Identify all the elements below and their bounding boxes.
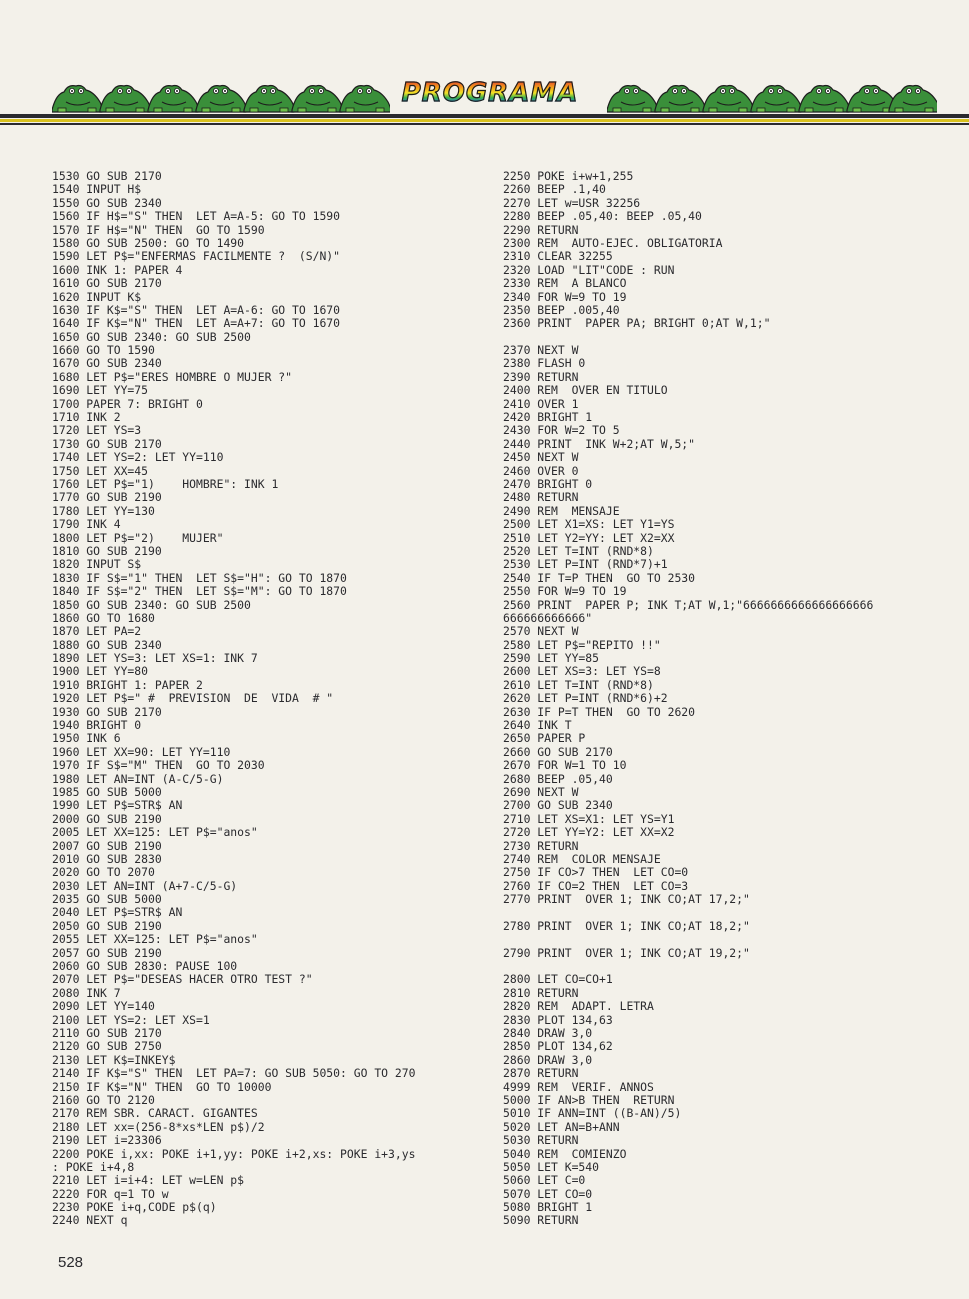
code-line: 1720 LET YS=3 <box>52 423 142 438</box>
code-line: 5030 RETURN <box>503 1133 579 1148</box>
code-line: 2130 LET K$=INKEY$ <box>52 1052 176 1067</box>
code-line: 2470 BRIGHT 0 <box>503 476 593 491</box>
code-line: 2400 REM OVER EN TITULO <box>503 383 668 398</box>
header-rule-yellow <box>0 119 969 122</box>
code-line: 2520 LET T=INT (RND*8) <box>503 543 654 558</box>
code-line: 2820 REM ADAPT. LETRA <box>503 999 654 1014</box>
code-line: 2370 NEXT W <box>503 343 579 358</box>
code-line: 2580 LET P$="REPITO !!" <box>503 637 661 652</box>
code-line: 2120 GO SUB 2750 <box>52 1039 162 1054</box>
code-line: 5000 IF AN>B THEN RETURN <box>503 1092 675 1107</box>
code-line: 2430 FOR W=2 TO 5 <box>503 423 620 438</box>
code-line: 1990 LET P$=STR$ AN <box>52 798 183 813</box>
code-line: 2057 GO SUB 2190 <box>52 945 162 960</box>
code-line: 2310 CLEAR 32255 <box>503 249 613 264</box>
code-line: 5080 BRIGHT 1 <box>503 1200 593 1215</box>
code-line: 1550 GO SUB 2340 <box>52 195 162 210</box>
code-line: 2540 IF T=P THEN GO TO 2530 <box>503 570 696 585</box>
banner-title: PROGRAMA <box>401 78 579 108</box>
code-line: 2260 BEEP .1,40 <box>503 182 606 197</box>
code-line: 5060 LET C=0 <box>503 1173 586 1188</box>
code-line: 2450 NEXT W <box>503 450 579 465</box>
code-line: 1640 IF K$="N" THEN LET A=A+7: GO TO 1670 <box>52 316 341 331</box>
code-line: 2140 IF K$="S" THEN LET PA=7: GO SUB 5050: GO TO 270 <box>52 1066 416 1081</box>
code-line: 2340 FOR W=9 TO 19 <box>503 289 627 304</box>
frog-border-left <box>52 80 390 114</box>
code-line: 2440 PRINT INK W+2;AT W,5;" <box>503 436 696 451</box>
code-line: 2670 FOR W=1 TO 10 <box>503 758 627 773</box>
code-line: 2420 BRIGHT 1 <box>503 410 593 425</box>
code-line: 1940 BRIGHT 0 <box>52 718 142 733</box>
code-line: 1870 LET PA=2 <box>52 624 142 639</box>
code-line: 2035 GO SUB 5000 <box>52 892 162 907</box>
code-line: 2610 LET T=INT (RND*8) <box>503 677 654 692</box>
code-line: 2530 LET P=INT (RND*7)+1 <box>503 557 668 572</box>
code-line: 1810 GO SUB 2190 <box>52 543 162 558</box>
code-line: 1950 INK 6 <box>52 731 121 746</box>
code-line: 2005 LET XX=125: LET P$="anos" <box>52 825 258 840</box>
code-line: 1690 LET YY=75 <box>52 383 149 398</box>
code-line: 1610 GO SUB 2170 <box>52 276 162 291</box>
code-line: 2780 PRINT OVER 1; INK CO;AT 18,2;" <box>503 918 750 933</box>
program-banner <box>400 74 580 112</box>
code-line: 1660 GO TO 1590 <box>52 343 155 358</box>
code-line: 2600 LET XS=3: LET YS=8 <box>503 664 661 679</box>
line-gap <box>503 933 933 946</box>
code-line: 2730 RETURN <box>503 838 579 853</box>
code-line: 2030 LET AN=INT (A+7-C/5-G) <box>52 878 238 893</box>
frog-border-right <box>607 80 937 114</box>
code-line: 1900 LET YY=80 <box>52 664 149 679</box>
code-line: 5020 LET AN=B+ANN <box>503 1119 620 1134</box>
code-line: 2160 GO TO 2120 <box>52 1092 155 1107</box>
code-line: 1760 LET P$="1) HOMBRE": INK 1 <box>52 476 279 491</box>
code-line: 2660 GO SUB 2170 <box>503 744 613 759</box>
code-line: 1880 GO SUB 2340 <box>52 637 162 652</box>
code-line: 2150 IF K$="N" THEN GO TO 10000 <box>52 1079 272 1094</box>
code-line: 2740 REM COLOR MENSAJE <box>503 851 661 866</box>
code-line: 1910 BRIGHT 1: PAPER 2 <box>52 677 203 692</box>
code-line: 1790 INK 4 <box>52 517 121 532</box>
code-line: 2410 OVER 1 <box>503 396 579 411</box>
code-line: 1780 LET YY=130 <box>52 503 155 518</box>
header-rule-dark <box>0 114 969 118</box>
code-line: 1650 GO SUB 2340: GO SUB 2500 <box>52 329 251 344</box>
code-line: 2060 GO SUB 2830: PAUSE 100 <box>52 959 238 974</box>
code-line: 2170 REM SBR. CARACT. GIGANTES <box>52 1106 258 1121</box>
code-line: 1590 LET P$="ENFERMAS FACILMENTE ? (S/N)" <box>52 249 341 264</box>
listing-column-left <box>52 170 492 1228</box>
header-rule-thin <box>0 123 969 125</box>
code-line: 1600 INK 1: PAPER 4 <box>52 262 183 277</box>
code-line: 2180 LET xx=(256-8*xs*LEN p$)/2 <box>52 1119 265 1134</box>
code-line: 1830 IF S$="1" THEN LET S$="H": GO TO 1870 <box>52 570 347 585</box>
code-line: 2480 RETURN <box>503 490 579 505</box>
code-line: 2070 LET P$="DESEAS HACER OTRO TEST ?" <box>52 972 313 987</box>
code-line: 2290 RETURN <box>503 222 579 237</box>
code-line: 2860 DRAW 3,0 <box>503 1052 593 1067</box>
code-line: 5090 RETURN <box>503 1213 579 1228</box>
code-line: 1985 GO SUB 5000 <box>52 784 162 799</box>
code-line: 1890 LET YS=3: LET XS=1: INK 7 <box>52 651 258 666</box>
code-line: : POKE i+4,8 <box>52 1159 135 1174</box>
code-line: 1820 INPUT S$ <box>52 557 142 572</box>
code-line: 4999 REM VERIF. ANNOS <box>503 1079 654 1094</box>
code-line: 2280 BEEP .05,40: BEEP .05,40 <box>503 209 702 224</box>
code-line: 2055 LET XX=125: LET P$="anos" <box>52 932 258 947</box>
code-line: 2460 OVER 0 <box>503 463 579 478</box>
code-line: 2210 LET i=i+4: LET w=LEN p$ <box>52 1173 245 1188</box>
code-line: 2790 PRINT OVER 1; INK CO;AT 19,2;" <box>503 945 750 960</box>
code-line: 1630 IF K$="S" THEN LET A=A-6: GO TO 1670 <box>52 302 341 317</box>
code-line: 1620 INPUT K$ <box>52 289 142 304</box>
code-line: 2650 PAPER P <box>503 731 586 746</box>
code-line: 1680 LET P$="ERES HOMBRE O MUJER ?" <box>52 369 293 384</box>
code-line: 1540 INPUT H$ <box>52 182 142 197</box>
code-line: 1860 GO TO 1680 <box>52 610 155 625</box>
code-line: 2560 PRINT PAPER P; INK T;AT W,1;"6666666666666666666 <box>503 597 874 612</box>
code-line: 2800 LET CO=CO+1 <box>503 972 613 987</box>
code-line: 2350 BEEP .005,40 <box>503 302 620 317</box>
code-line: 1770 GO SUB 2190 <box>52 490 162 505</box>
code-line: 1730 GO SUB 2170 <box>52 436 162 451</box>
code-line: 2810 RETURN <box>503 985 579 1000</box>
code-line: 2840 DRAW 3,0 <box>503 1026 593 1040</box>
code-line: 1960 LET XX=90: LET YY=110 <box>52 744 231 759</box>
code-line: 1570 IF H$="N" THEN GO TO 1590 <box>52 222 265 237</box>
code-line: 2590 LET YY=85 <box>503 651 600 666</box>
code-line: 2010 GO SUB 2830 <box>52 851 162 866</box>
code-line: 2640 INK T <box>503 718 572 733</box>
code-line: 2570 NEXT W <box>503 624 579 639</box>
code-line: 2630 IF P=T THEN GO TO 2620 <box>503 704 696 719</box>
code-line: 2390 RETURN <box>503 369 579 384</box>
line-gap <box>503 331 933 344</box>
code-line: 2050 GO SUB 2190 <box>52 918 162 933</box>
code-line: 2330 REM A BLANCO <box>503 276 627 291</box>
code-line: 1700 PAPER 7: BRIGHT 0 <box>52 396 203 411</box>
code-line: 2500 LET X1=XS: LET Y1=YS <box>503 517 675 532</box>
code-line: 2620 LET P=INT (RND*6)+2 <box>503 691 668 706</box>
code-line: 2830 PLOT 134,63 <box>503 1012 613 1027</box>
code-line: 2510 LET Y2=YY: LET X2=XX <box>503 530 675 545</box>
code-line: 2870 RETURN <box>503 1066 579 1081</box>
code-line: 2360 PRINT PAPER PA; BRIGHT 0;AT W,1;" <box>503 316 771 331</box>
code-line: 1800 LET P$="2) MUJER" <box>52 530 224 545</box>
code-line: 1750 LET XX=45 <box>52 463 149 478</box>
code-line: 2200 POKE i,xx: POKE i+1,yy: POKE i+2,xs: POKE i+3,ys <box>52 1146 416 1161</box>
code-line: 1670 GO SUB 2340 <box>52 356 162 371</box>
code-line: 2020 GO TO 2070 <box>52 865 155 880</box>
code-line: 2100 LET YS=2: LET XS=1 <box>52 1012 210 1027</box>
code-line: 1980 LET AN=INT (A-C/5-G) <box>52 771 224 786</box>
code-line: 1740 LET YS=2: LET YY=110 <box>52 450 224 465</box>
code-line: 2320 LOAD "LIT"CODE : RUN <box>503 262 675 277</box>
code-line: 2750 IF CO>7 THEN LET CO=0 <box>503 865 689 880</box>
code-line: 1530 GO SUB 2170 <box>52 169 162 183</box>
code-line: 1920 LET P$=" # PREVISION DE VIDA # " <box>52 691 334 706</box>
code-line: 2700 GO SUB 2340 <box>503 798 613 813</box>
code-line: 1840 IF S$="2" THEN LET S$="M": GO TO 1870 <box>52 584 347 599</box>
code-line: 2770 PRINT OVER 1; INK CO;AT 17,2;" <box>503 892 750 907</box>
code-line: 1850 GO SUB 2340: GO SUB 2500 <box>52 597 251 612</box>
code-line: 2250 POKE i+w+1,255 <box>503 169 634 183</box>
code-line: 2040 LET P$=STR$ AN <box>52 905 183 920</box>
page-number: 528 <box>58 1254 84 1271</box>
code-line: 2230 POKE i+q,CODE p$(q) <box>52 1200 217 1215</box>
code-line: 5070 LET CO=0 <box>503 1186 593 1201</box>
code-line: 2380 FLASH 0 <box>503 356 586 371</box>
code-line: 2000 GO SUB 2190 <box>52 811 162 826</box>
code-line: 2270 LET w=USR 32256 <box>503 195 641 210</box>
code-line: 2090 LET YY=140 <box>52 999 155 1014</box>
line-gap <box>503 906 933 919</box>
code-line: 2710 LET XS=X1: LET YS=Y1 <box>503 811 675 826</box>
code-line: 2007 GO SUB 2190 <box>52 838 162 853</box>
code-line: 2680 BEEP .05,40 <box>503 771 613 786</box>
code-line: 2720 LET YY=Y2: LET XX=X2 <box>503 825 675 840</box>
code-line: 1930 GO SUB 2170 <box>52 704 162 719</box>
listing-column-right <box>503 170 933 1228</box>
code-line: 666666666666" <box>503 610 593 625</box>
code-line: 2550 FOR W=9 TO 19 <box>503 584 627 599</box>
code-line: 1580 GO SUB 2500: GO TO 1490 <box>52 235 245 250</box>
code-line: 1560 IF H$="S" THEN LET A=A-5: GO TO 1590 <box>52 209 341 224</box>
code-line: 2110 GO SUB 2170 <box>52 1026 162 1040</box>
code-line: 1970 IF S$="M" THEN GO TO 2030 <box>52 758 265 773</box>
code-line: 2490 REM MENSAJE <box>503 503 620 518</box>
code-line: 2220 FOR q=1 TO w <box>52 1186 169 1201</box>
code-line: 1710 INK 2 <box>52 410 121 425</box>
code-line: 5040 REM COMIENZO <box>503 1146 627 1161</box>
code-line: 2190 LET i=23306 <box>52 1133 162 1148</box>
code-line: 2300 REM AUTO-EJEC. OBLIGATORIA <box>503 235 723 250</box>
code-line: 5010 IF ANN=INT ((B-AN)/5) <box>503 1106 682 1121</box>
code-line: 2760 IF CO=2 THEN LET CO=3 <box>503 878 689 893</box>
code-line: 2690 NEXT W <box>503 784 579 799</box>
code-line: 2240 NEXT q <box>52 1213 128 1228</box>
code-line: 2080 INK 7 <box>52 985 121 1000</box>
code-line: 2850 PLOT 134,62 <box>503 1039 613 1054</box>
code-line: 5050 LET K=540 <box>503 1159 600 1174</box>
line-gap <box>503 960 933 973</box>
